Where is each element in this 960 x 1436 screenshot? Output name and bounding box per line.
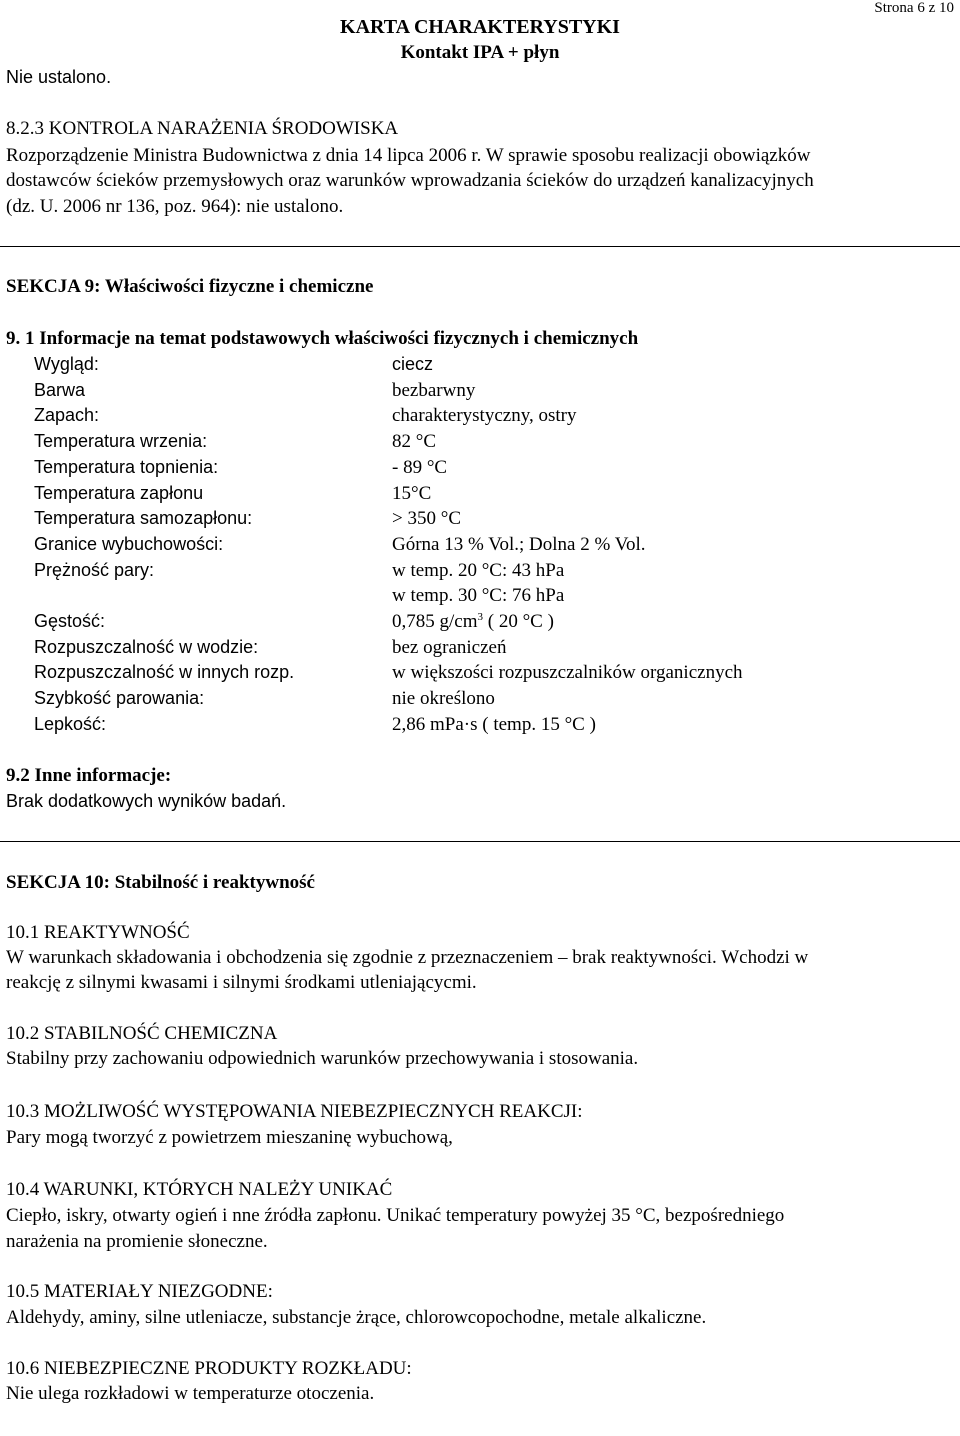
- document-title: KARTA CHARAKTERYSTYKI: [340, 16, 620, 38]
- property-label: Temperatura topnienia:: [34, 457, 219, 477]
- property-label: Temperatura zapłonu: [34, 483, 204, 503]
- property-value: 82 °C: [392, 431, 437, 452]
- section-10-5-text: Aldehydy, aminy, silne utleniacze, substancje żrące, chlorowcopochodne, metale alkaliczne.: [6, 1307, 707, 1328]
- page-number: Strona 6 z 10: [874, 0, 954, 16]
- section-divider: [0, 246, 960, 247]
- property-value-main: 0,785 g/cm: [392, 611, 478, 632]
- section-10-2-heading: 10.2 STABILNOŚĆ CHEMICZNA: [6, 1023, 278, 1044]
- section-10-6-text: Nie ulega rozkładowi w temperaturze otoczenia.: [6, 1383, 375, 1404]
- property-value: w temp. 20 °C: 43 hPa: [392, 560, 565, 581]
- property-value: w większości rozpuszczalników organicznych: [392, 662, 743, 683]
- property-value: [392, 611, 554, 633]
- section-10-1-text: W warunkach składowania i obchodzenia się zgodnie z przeznaczeniem – brak reaktywności. Wchodzi w: [6, 947, 809, 968]
- section-10-4-text: Ciepło, iskry, otwarty ogień i nne źródła zapłonu. Unikać temperatury powyżej 35 °C, bezpośredniego: [6, 1205, 785, 1226]
- property-label: Szybkość parowania:: [34, 688, 205, 708]
- property-value: charakterystyczny, ostry: [392, 405, 577, 426]
- section-10-4-text: narażenia na promienie słoneczne.: [6, 1231, 268, 1252]
- section-9-title: SEKCJA 9: Właściwości fizyczne i chemiczne: [6, 276, 374, 297]
- section-10-3-text: Pary mogą tworzyć z powietrzem mieszaninę wybuchową,: [6, 1127, 453, 1148]
- section-10-3-heading: 10.3 MOŻLIWOŚĆ WYSTĘPOWANIA NIEBEZPIECZNYCH REAKCJI:: [6, 1101, 583, 1122]
- property-label: Zapach:: [34, 405, 100, 425]
- property-label: Barwa: [34, 380, 86, 400]
- property-value: nie określono: [392, 688, 495, 709]
- property-value: bezbarwny: [392, 380, 476, 401]
- property-value: - 89 °C: [392, 457, 448, 478]
- env-control-line: dostawców ścieków przemysłowych oraz warunków wprowadzania ścieków do urządzeń kanalizacyjnych: [6, 170, 814, 191]
- env-control-line: Rozporządzenie Ministra Budownictwa z dnia 14 lipca 2006 r. W sprawie sposobu realizacji obowiązków: [6, 145, 811, 166]
- env-control-heading: 8.2.3 KONTROLA NARAŻENIA ŚRODOWISKA: [6, 118, 399, 139]
- section-10-4-heading: 10.4 WARUNKI, KTÓRYCH NALEŻY UNIKAĆ: [6, 1179, 393, 1200]
- section-10-6-heading: 10.6 NIEBEZPIECZNE PRODUKTY ROZKŁADU:: [6, 1358, 412, 1379]
- property-value: > 350 °C: [392, 508, 461, 529]
- property-value: w temp. 30 °C: 76 hPa: [392, 585, 565, 606]
- property-label: Gęstość:: [34, 611, 106, 631]
- property-value: 15°C: [392, 483, 432, 504]
- section-10-title: SEKCJA 10: Stabilność i reaktywność: [6, 872, 315, 893]
- section-10-1-heading: 10.1 REAKTYWNOŚĆ: [6, 922, 190, 943]
- section-divider: [0, 841, 960, 842]
- section-10-1-text: reakcję z silnymi kwasami i silnymi środkami utleniającycmi.: [6, 972, 477, 993]
- property-label: Rozpuszczalność w wodzie:: [34, 637, 259, 657]
- section-10-5-heading: 10.5 MATERIAŁY NIEZGODNE:: [6, 1281, 273, 1302]
- section-9-2-text: Brak dodatkowych wyników badań.: [6, 791, 287, 811]
- intro-text: Nie ustalono.: [6, 67, 112, 87]
- property-label: Temperatura wrzenia:: [34, 431, 208, 451]
- product-name: Kontakt IPA + płyn: [400, 42, 560, 63]
- section-9-2-heading: 9.2 Inne informacje:: [6, 765, 172, 786]
- property-label: Prężność pary:: [34, 560, 155, 580]
- property-label: Granice wybuchowości:: [34, 534, 224, 554]
- property-label: Rozpuszczalność w innych rozp.: [34, 662, 295, 682]
- property-label: Wygląd:: [34, 354, 99, 374]
- property-value-suffix: ( 20 °C ): [483, 611, 554, 632]
- section-10-2-text: Stabilny przy zachowaniu odpowiednich warunków przechowywania i stosowania.: [6, 1048, 639, 1069]
- env-control-line: (dz. U. 2006 nr 136, poz. 964): nie ustalono.: [6, 196, 344, 217]
- property-value: bez ograniczeń: [392, 637, 507, 658]
- section-9-1-heading: 9. 1 Informacje na temat podstawowych właściwości fizycznych i chemicznych: [6, 328, 639, 349]
- property-value-superscript: 3: [477, 611, 483, 623]
- property-value: Górna 13 % Vol.; Dolna 2 % Vol.: [392, 534, 646, 555]
- property-label: Temperatura samozapłonu:: [34, 508, 253, 528]
- property-value: ciecz: [392, 354, 434, 374]
- property-value: 2,86 mPa·s ( temp. 15 °C ): [392, 714, 596, 735]
- property-label: Lepkość:: [34, 714, 107, 734]
